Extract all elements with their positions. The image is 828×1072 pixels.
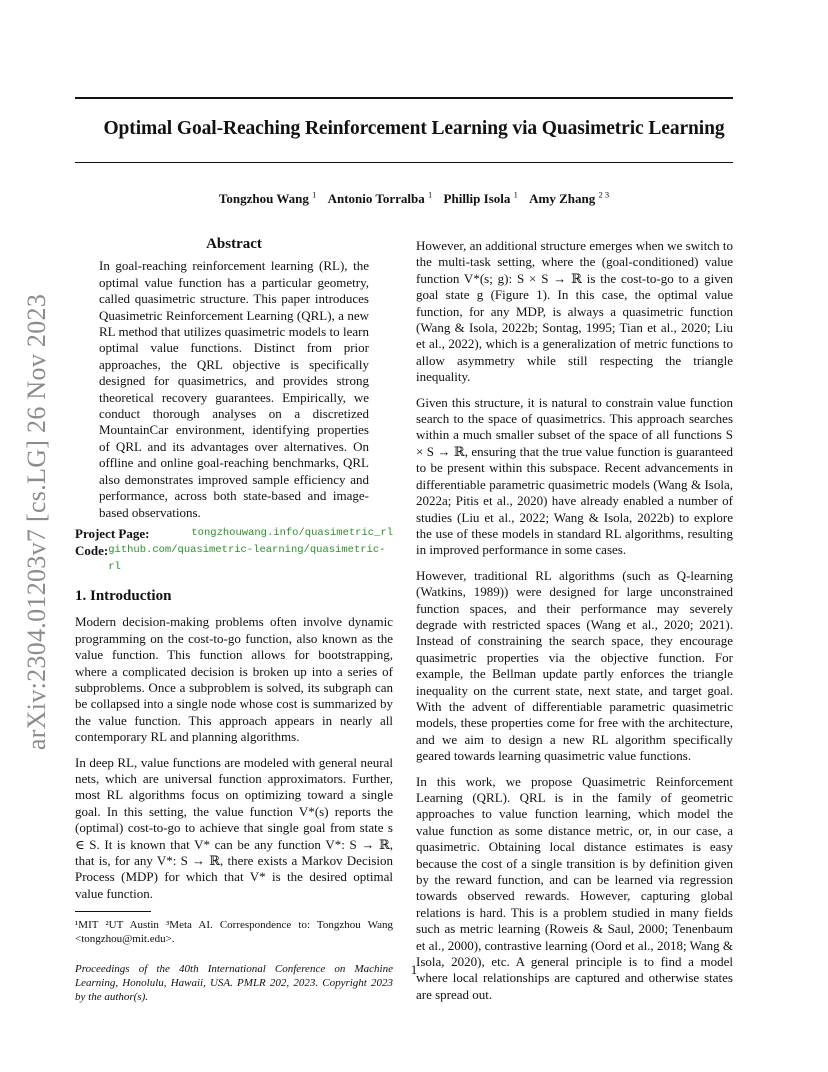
author: Amy Zhang $^{2 3}$ (529, 190, 610, 207)
section-heading-introduction: 1. Introduction (75, 587, 172, 604)
arxiv-sidebar (22, 282, 52, 762)
author: Phillip Isola $^1$ (443, 190, 518, 207)
intro-paragraph-2: In deep RL, value functions are modeled with general neural nets, which are universal function approximators. Further, most RL algorithms focus on optimizing toward a single goal. In this setting, the value function V*(s) reports the (optimal) cost-to-go to achieve that single goal from state s ∈ S. It is known that V* can be any function V*: S → ℝ, that is, for any V*: S → ℝ, there exists a Markov Decision Process (MDP) for which that V* is the desired optimal value function. (75, 754, 393, 901)
abstract-text: In goal-reaching reinforcement learning (RL), the optimal value function has a particular geometry, called quasimetric structure. This paper introduces Quasimetric Reinforcement Learning (QRL), a new RL method that utilizes quasimetric models to learn optimal value functions. Distinct from prior approaches, the QRL objective is specifically designed for quasimetrics, and provides strong theoretical recovery guarantees. Empirically, we conduct thorough analyses on a discretized MountainCar environment, identifying properties of QRL and its advantages over alternatives. On offline and online goal-reaching benchmarks, QRL also demonstrates improved sample efficiency and performance, across both state-based and image-based observations. (99, 258, 369, 520)
code-link[interactable]: github.com/quasimetric-learning/quasimetric-rl (108, 543, 386, 573)
paper-title: Optimal Goal-Reaching Reinforcement Learning via Quasimetric Learning (103, 118, 725, 139)
right-paragraph-2: Given this structure, it is natural to constrain value function search to the space of quasimetrics. This approach searches within a much smaller subset of the space of all functions S × S → ℝ, ensuring that the true value function is guaranteed to be present within this subspace. Recent advancements in differentiable parametric quasimetric models (Wang & Isola, 2022a; Pitis et al., 2020) have already enabled a number of studies (Liu et al., 2022; Wang & Isola, 2022b) to explore the use of these models in standard RL algorithms, resulting in improved performance in some cases. (416, 394, 733, 558)
project-page-label: Project Page: (75, 525, 150, 541)
right-paragraph-1: However, an additional structure emerges when we switch to the multi-task setting, where the (goal-conditioned) value function V*(s; g): S × S → ℝ is the cost-to-go to a given goal state g (Figure 1). In this case, the optimal value function, for any MDP, is always a quasimetric function (Wang & Isola, 2022b; Sontag, 1995; Tian et al., 2020; Liu et al., 2022), which is a generalization of metric functions to allow asymmetry while still respecting the triangle inequality. (416, 238, 733, 385)
right-column (416, 238, 733, 1012)
proceedings-note: Proceedings of the 40th International Conference on Machine Learning, Honolulu, Hawaii, USA. PMLR 202, 2023. Copyright 2023 by the author(s). (75, 963, 393, 1004)
project-page-link[interactable]: tongzhouwang.info/quasimetric_rl (191, 526, 393, 539)
project-page-row (75, 525, 393, 542)
right-paragraph-4: In this work, we propose Quasimetric Reinforcement Learning (QRL). QRL is in the family of geometric approaches to value function learning, which model the value function as some distance metric, or, in our case, a quasimetric. Obtaining local distance estimates is easy because the cost of a single transition is by definition given by the reward function, and can be learned via regression towards observed rewards. However, capturing global relations is hard. This is a problem studied in many fields such as metric learning (Roweis & Saul, 2000; Tenenbaum et al., 2000), contrastive learning (Oord et al., 2018; Wang & Isola, 2020), etc. A general principle is to find a model where local relationships are captured and otherwise states are spread out. (416, 773, 733, 1002)
intro-paragraph-1: Modern decision-making problems often involve dynamic programming on the cost-to-go function, also known as the value function. This function allows for bootstrapping, where a complicated decision is broken up into a series of subproblems. Once a subproblem is solved, its subgraph can be collapsed into a single node whose cost is summarized by the value function. This approach appears in nearly all contemporary RL and planning algorithms. (75, 614, 393, 745)
code-row (75, 542, 393, 576)
abstract-body (75, 258, 393, 521)
left-column (75, 236, 393, 1004)
title-top-rule (75, 97, 733, 99)
right-paragraph-3: However, traditional RL algorithms (such as Q-learning (Watkins, 1989)) were designed for large unconstrained function spaces, and their performance may severely degrade with restricted spaces (Wang et al., 2020; 2021). Instead of constraining the search space, they encourage quasimetric properties via the objective function. For example, the Bellman update partly enforces the triangle inequality on the current state, next state, and target goal. With the advent of differentiable parametric quasimetric models, these properties come for free with the architecture, and we aim to design a new RL algorithm specifically geared towards learning quasimetric value functions. (416, 567, 733, 764)
code-label: Code: (75, 542, 109, 558)
author: Tongzhou Wang $^1$ (218, 190, 317, 207)
arxiv-id: arXiv:2304.01203v7 [cs.LG] 26 Nov 2023 (22, 293, 51, 751)
footnote-rule (75, 911, 151, 912)
abstract-heading: Abstract (206, 236, 262, 252)
author-list (60, 190, 768, 207)
title-bottom-rule (75, 162, 733, 163)
affiliation-footnote: ¹MIT ²UT Austin ³Meta AI. Correspondence to: Tongzhou Wang <tongzhou@mit.edu>. (75, 919, 393, 946)
page-number: 1 (410, 962, 418, 977)
author: Antonio Torralba $^1$ (327, 190, 433, 207)
